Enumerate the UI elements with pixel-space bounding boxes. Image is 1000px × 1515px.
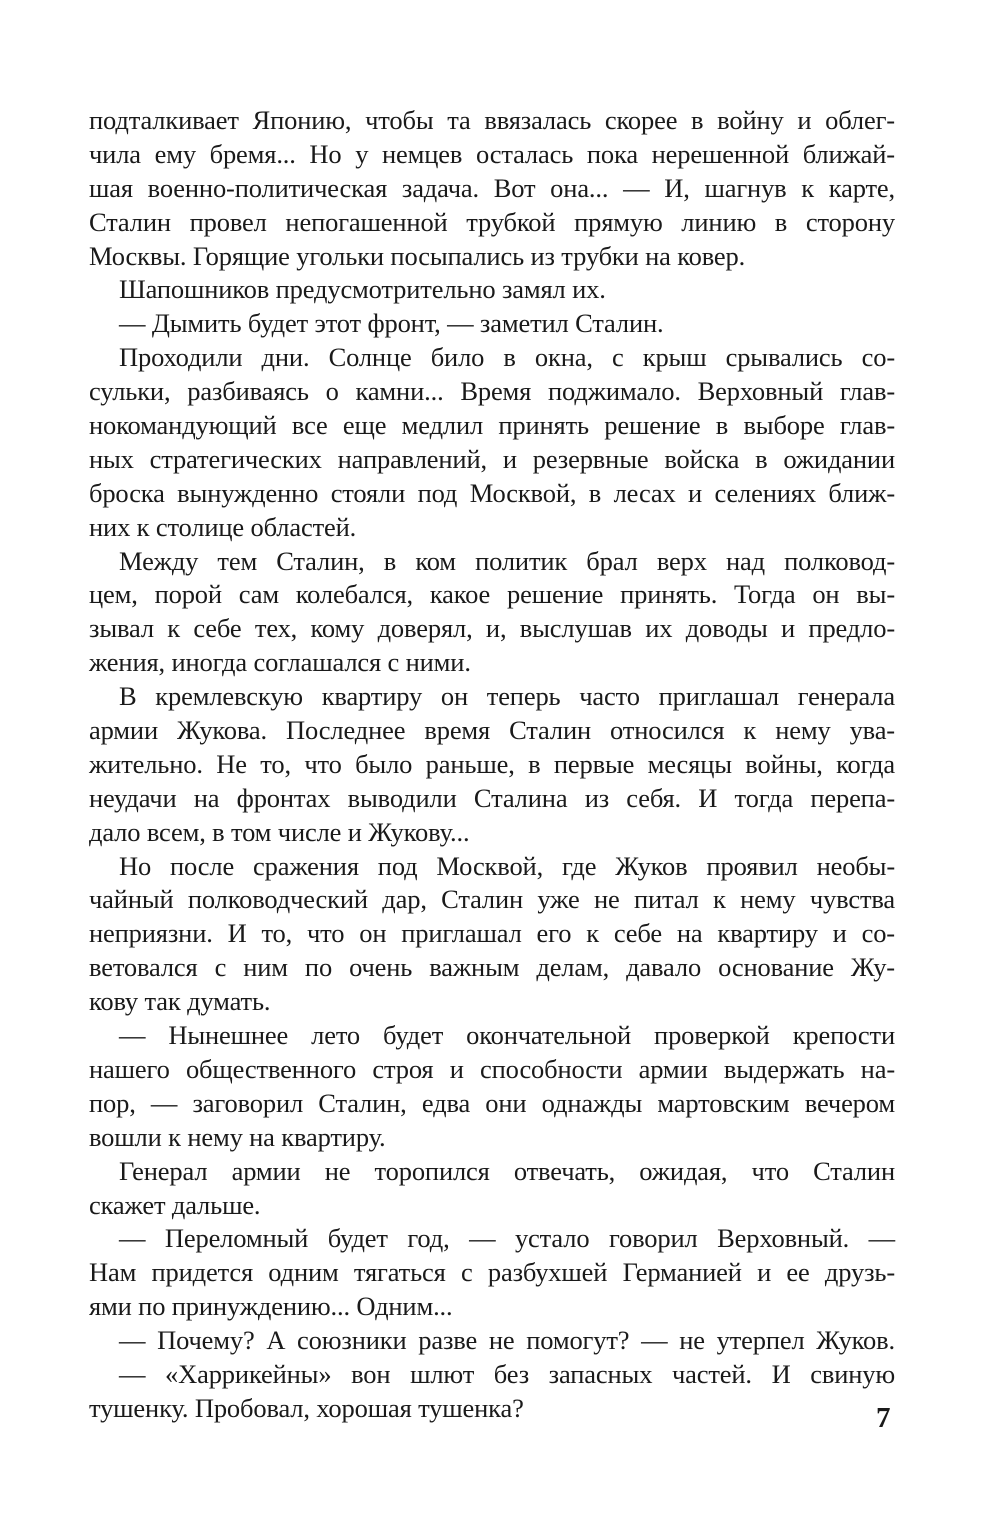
text-line: неудачи на фронтах выводили Сталина из себя. И тогда перепа- (89, 782, 895, 813)
text-line: неприязни. И то, что он приглашал его к себе на квартиру и со- (89, 918, 895, 949)
text-line: В кремлевскую квартиру он теперь часто приглашал генерала (119, 681, 895, 712)
text-line: тушенку. Пробовал, хорошая тушенка? (89, 1392, 524, 1423)
text-line: ных стратегических направлений, и резервные войска в ожидании (89, 443, 895, 474)
text-line: дало всем, в том числе и Жукову... (89, 816, 470, 847)
text-line: жительно. Не то, что было раньше, в первые месяцы войны, когда (89, 748, 895, 779)
text-line: — Почему? А союзники разве не помогут? — не утерпел Жуков. (119, 1325, 895, 1356)
text-line: зывал к себе тех, кому доверял, и, выслушав их доводы и предло- (89, 613, 895, 644)
text-line: Генерал армии не торопился отвечать, ожидая, что Сталин (119, 1155, 895, 1186)
text-line: Нам придется одним тягаться с разбухшей Германией и ее друзь- (89, 1257, 895, 1288)
text-line: них к столице областей. (89, 511, 357, 542)
text-line: Сталин провел непогашенной трубкой прямую линию в сторону (89, 206, 895, 237)
text-line: броска вынужденно стояли под Москвой, в лесах и селениях ближ- (89, 477, 895, 508)
text-line: вошли к нему на квартиру. (89, 1121, 386, 1152)
text-line: чайный полководческий дар, Сталин уже не питал к нему чувства (89, 884, 895, 915)
text-line: ветовался с ним по очень важным делам, давало основание Жу- (89, 952, 895, 983)
text-line: — Переломный будет год, — устало говорил Верховный. — (119, 1223, 895, 1254)
text-line: подталкивает Японию, чтобы та ввязалась скорее в войну и облег- (89, 105, 895, 135)
text-line: Между тем Сталин, в ком политик брал верх над полковод- (119, 545, 895, 576)
text-line: — «Харрикейны» вон шлют без запасных частей. И свиную (119, 1358, 895, 1389)
text-line: кову так думать. (89, 986, 271, 1017)
text-line: скажет дальше. (89, 1189, 261, 1220)
text-line: цем, порой сам колебался, какое решение принять. Тогда он вы- (89, 579, 895, 610)
text-line: пор, — заговорил Сталин, едва они однажды мартовским вечером (89, 1087, 895, 1118)
text-line: жения, иногда соглашался с ними. (89, 647, 471, 678)
text-line: Шапошников предусмотрительно замял их. (119, 274, 606, 305)
text-line: — Нынешнее лето будет окончательной проверкой крепости (119, 1020, 895, 1051)
text-line: шая военно-политическая задача. Вот она... — И, шагнув к карте, (89, 172, 895, 203)
text-line: Проходили дни. Солнце било в окна, с крыш срывались со- (119, 342, 895, 373)
text-line: чила ему бремя... Но у немцев осталась пока нерешенной ближай- (89, 138, 895, 169)
page-number: 7 (876, 1402, 891, 1434)
text-line: — Дымить будет этот фронт, — заметил Сталин. (119, 308, 664, 339)
text-line: сульки, разбиваясь о камни... Время поджимало. Верховный глав- (89, 376, 895, 407)
text-line: ями по принуждению... Одним... (89, 1291, 453, 1322)
page-text (89, 104, 895, 1426)
text-line: нашего общественного строя и способности армии выдержать на- (89, 1053, 895, 1084)
text-line: Но после сражения под Москвой, где Жуков проявил необы- (119, 850, 895, 881)
text-line: Москвы. Горящие угольки посыпались из трубки на ковер. (89, 240, 746, 271)
text-line: армии Жукова. Последнее время Сталин относился к нему ува- (89, 715, 895, 746)
text-line: нокомандующий все еще медлил принять решение в выборе глав- (89, 410, 895, 441)
